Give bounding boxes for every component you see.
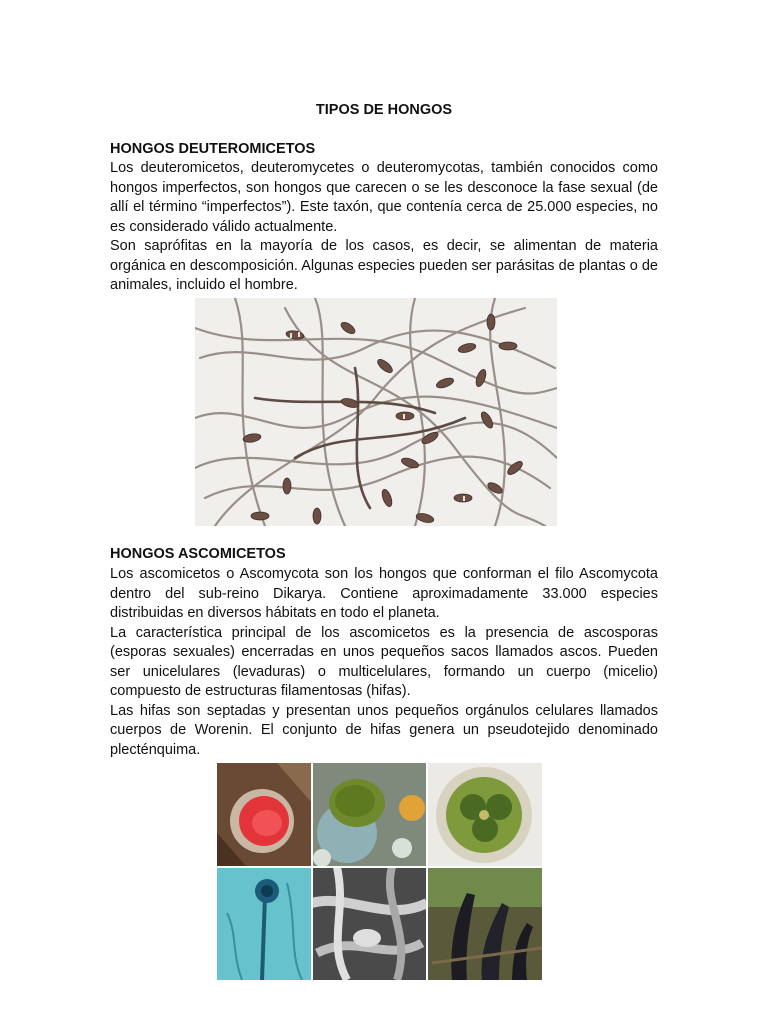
- hyphae-micrograph: [195, 298, 557, 526]
- paragraph: Las hifas son septadas y presentan unos pequeños orgánulos celulares llamados cuerpos de Worenin. El conjunto de hifas genera un pseudotejido denominado plecténquima.: [110, 702, 658, 758]
- page-title: TIPOS DE HONGOS: [315, 102, 453, 118]
- ascomycetes-photo-collage: [217, 763, 542, 980]
- section-body-deuteromicetos: [110, 159, 658, 296]
- section-body-ascomicetos: [110, 565, 658, 760]
- paragraph: Los deuteromicetos, deuteromycetes o deuteromycotas, también conocidos como hongos imperfectos, son hongos que carecen o se les desconoce la fase sexual (de allí el término “imperfectos”). Este taxón, que contenía cerca de 25.000 especies, no es considerado válido actualmente.: [110, 160, 658, 235]
- paragraph: La característica principal de los ascomicetos es la presencia de ascosporas (esporas sexuales) encerradas en unos pequeños sacos llamados ascos. Pueden ser unicelulares (levaduras) o multicelulares, formando un cuerpo (micelio) compuesto de estructuras filamentosas (hifas).: [110, 624, 658, 699]
- paragraph: Los ascomicetos o Ascomycota son los hongos que conforman el filo Ascomycota dentro del sub-reino Dikarya. Contiene aproximadamente 33.000 especies distribuidas en diversos hábitats en todo el planeta.: [110, 566, 658, 621]
- section-heading-ascomicetos: HONGOS ASCOMICETOS: [110, 546, 286, 562]
- section-heading-deuteromicetos: HONGOS DEUTEROMICETOS: [110, 141, 316, 157]
- paragraph: Son saprófitas en la mayoría de los casos, es decir, se alimentan de materia orgánica en descomposición. Algunas especies pueden ser parásitas de plantas o de animales, incluido el hombre.: [110, 238, 658, 293]
